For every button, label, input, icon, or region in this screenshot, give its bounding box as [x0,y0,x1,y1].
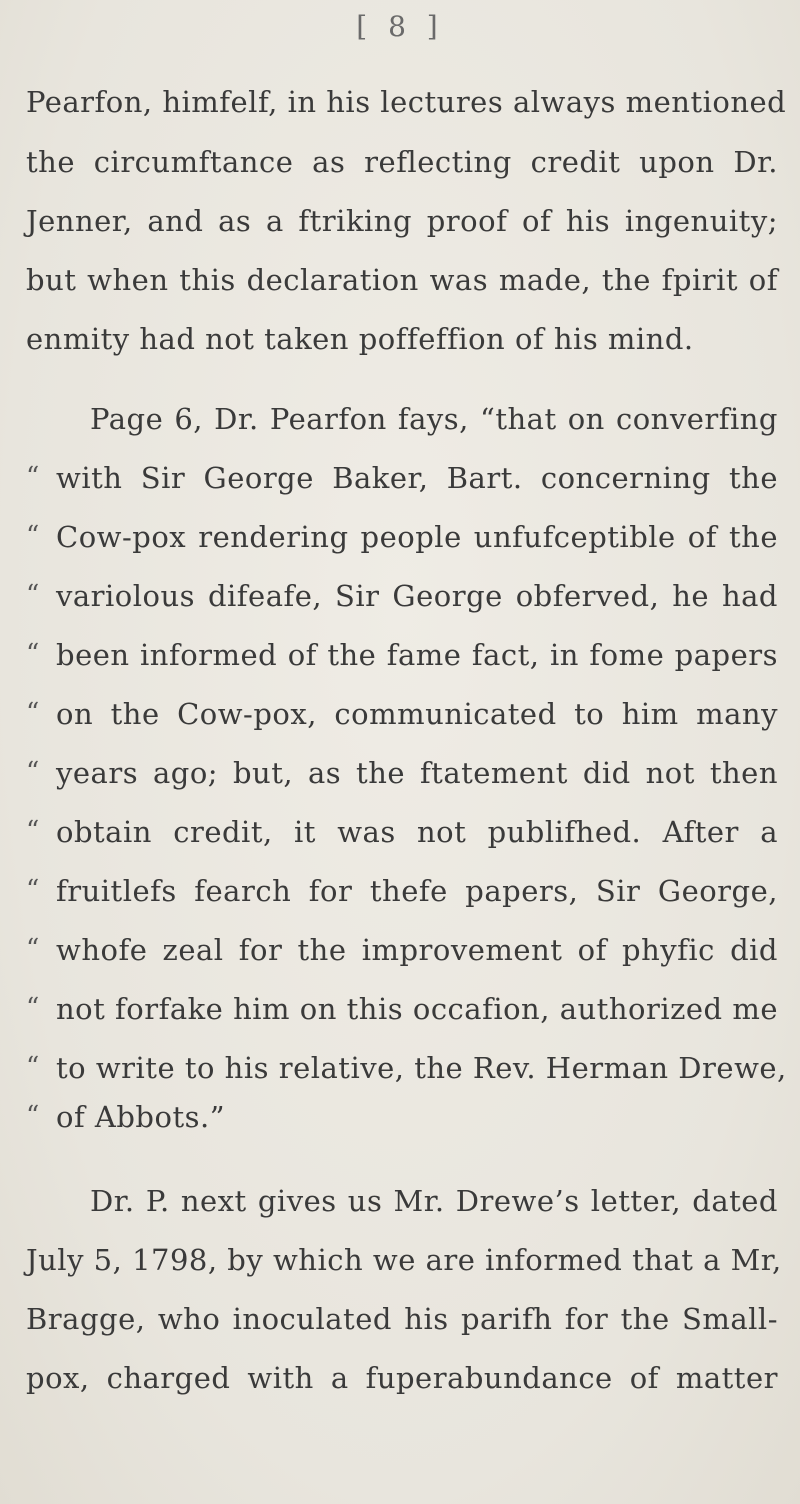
quote-mark: “ [26,757,40,787]
quote-mark: “ [26,521,40,551]
quote-text: not forfake him on this occafion, authorized me [56,992,778,1026]
quote-text: been informed of the fame fact, in fome papers [56,638,778,672]
quote-mark: “ [26,934,40,964]
paragraph-2-line-1: Page 6, Dr. Pearfon fays, “that on converfing [90,402,778,436]
quote-text: to write to his relative, the Rev. Herman Drewe, [56,1051,787,1085]
quote-text: whofe zeal for the improvement of phyfic did [56,933,778,967]
paragraph-3-line-3: Bragge, who inoculated his parifh for the Small- [26,1302,778,1336]
quote-text: fruitlefs fearch for thefe papers, Sir George, [56,874,778,908]
quote-mark: “ [26,698,40,728]
quote-text: of Abbots.” [56,1100,226,1134]
paragraph-1-line-4: but when this declaration was made, the fpirit of [26,263,778,297]
quote-mark: “ [26,580,40,610]
quote-mark: “ [26,816,40,846]
paragraph-1-line-1: Pearfon, himfelf, in his lectures always mentioned [26,85,787,119]
quote-mark: “ [26,462,40,492]
quote-text: with Sir George Baker, Bart. concerning the [56,461,778,495]
paragraph-3-line-4: pox, charged with a fuperabundance of matter [26,1361,778,1395]
quote-mark: “ [26,1101,40,1131]
quote-mark: “ [26,993,40,1023]
paragraph-1-line-3: Jenner, and as a ftriking proof of his ingenuity; [26,204,778,238]
quote-text: years ago; but, as the ftatement did not then [56,756,778,790]
quote-text: obtain credit, it was not publifhed. After a [56,815,778,849]
paragraph-3-line-2: July 5, 1798, by which we are informed that a Mr, [26,1243,782,1277]
page-number: [ 8 ] [356,10,444,43]
paragraph-1-line-2: the circumftance as reflecting credit upon Dr. [26,145,778,179]
quote-text: Cow-pox rendering people unfufceptible of the [56,520,778,554]
quote-mark: “ [26,1052,40,1082]
quote-text: variolous difeafe, Sir George obferved, he had [56,579,778,613]
quote-mark: “ [26,639,40,669]
quote-text: on the Cow-pox, communicated to him many [56,697,778,731]
paragraph-1-line-5: enmity had not taken poffeffion of his mind. [26,322,694,356]
paragraph-3-line-1: Dr. P. next gives us Mr. Drewe’s letter, dated [90,1184,778,1218]
quote-mark: “ [26,875,40,905]
